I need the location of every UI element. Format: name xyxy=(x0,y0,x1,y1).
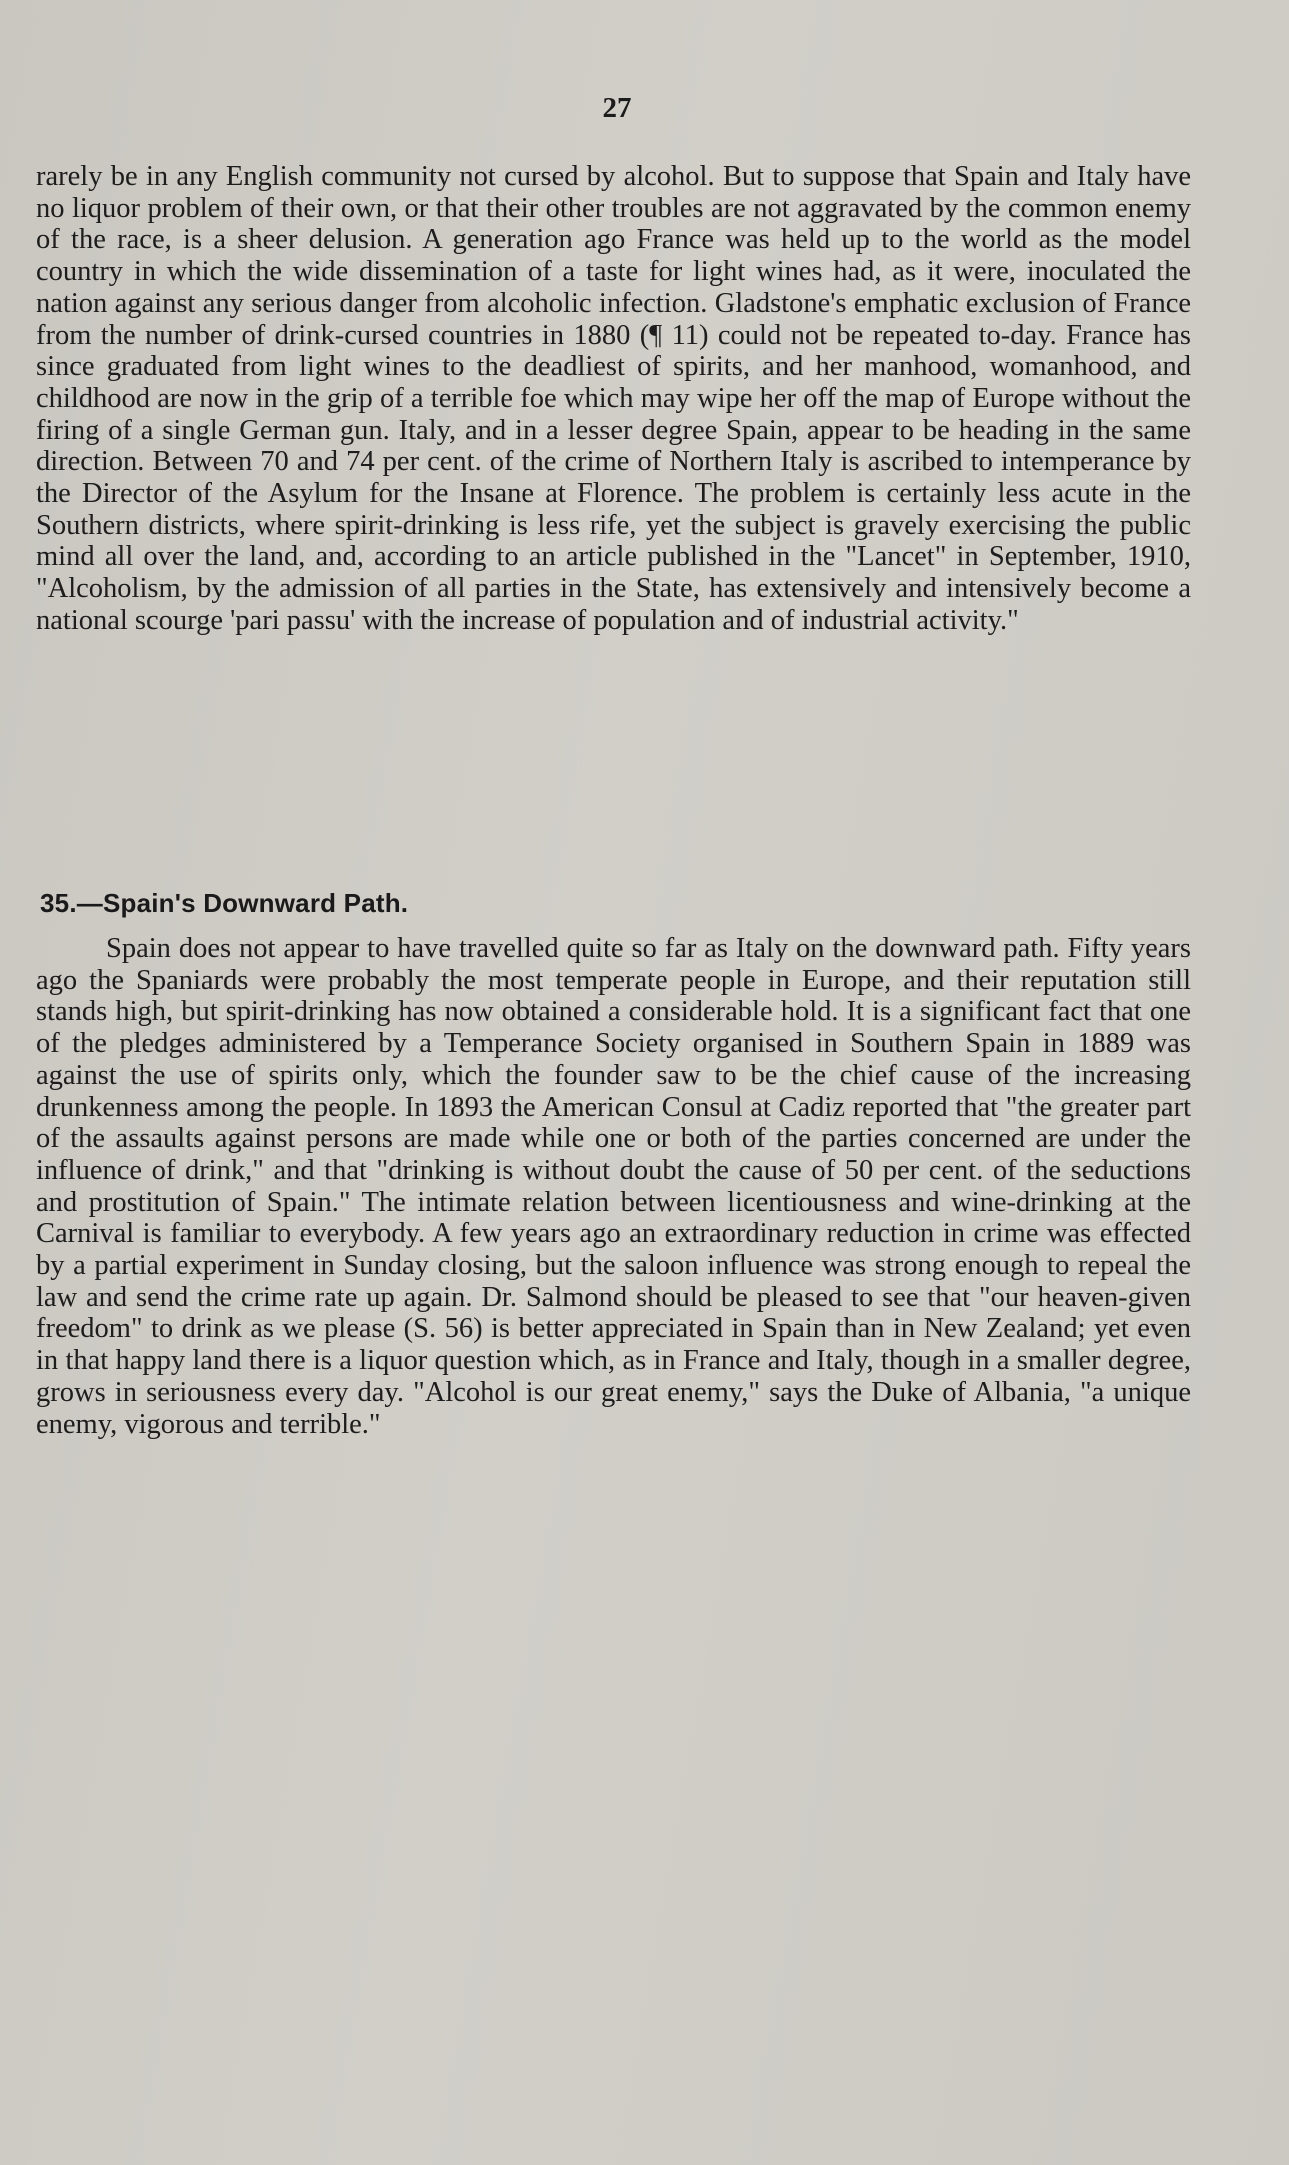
section-heading: 35.—Spain's Downward Path. xyxy=(40,888,409,918)
body-paragraph-continued: rarely be in any English community not cursed by alcohol. But to suppose that Spain and Italy have no liquor problem of their own, or that their other troubles are not aggravated by the common enemy of the race, is a sheer delusion. A generation ago France was held up to the world as the model country in which the wide dissemination of a taste for light wines had, as it were, inoculated the nation against any serious danger from alcoholic infection. Gladstone's emphatic exclusion of France from the number of drink-cursed countries in 1880 (¶ 11) could not be repeated to-day. France has since graduated from light wines to the deadliest of spirits, and her manhood, womanhood, and childhood are now in the grip of a terrible foe which may wipe her off the map of Europe without the firing of a single German gun. Italy, and in a lesser degree Spain, appear to be heading in the same direction. Between 70 and 74 per cent. of the crime of Northern Italy is ascribed to intemperance by the Director of the Asylum for the Insane at Florence. The problem is certainly less acute in the Southern districts, where spirit-drinking is less rife, yet the subject is gravely exercising the public mind all over the land, and, according to an article published in the "Lancet" in September, 1910, "Alcoholism, by the admission of all parties in the State, has extensively and intensively become a national scourge 'pari passu' with the increase of population and of industrial activity." xyxy=(36,161,1191,636)
page-number: 27 xyxy=(602,92,632,124)
body-paragraph-spain: Spain does not appear to have travelled quite so far as Italy on the downward path. Fifty years ago the Spaniards were probably the most temperate people in Europe, and their reputation still stands high, but spirit-drinking has now obtained a considerable hold. It is a significant fact that one of the pledges administered by a Temperance Society organised in Southern Spain in 1889 was against the use of spirits only, which the founder saw to be the chief cause of the increasing drunkenness among the people. In 1893 the American Consul at Cadiz reported that "the greater part of the assaults against persons are made while one or both of the parties concerned are under the influence of drink," and that "drinking is without doubt the cause of 50 per cent. of the seductions and prostitution of Spain." The intimate relation between licentiousness and wine-drinking at the Carnival is familiar to everybody. A few years ago an extraordinary reduction in crime was effected by a partial experiment in Sunday closing, but the saloon influence was strong enough to repeal the law and send the crime rate up again. Dr. Salmond should be pleased to see that "our heaven-given freedom" to drink as we please (S. 56) is better appreciated in Spain than in New Zealand; yet even in that happy land there is a liquor question which, as in France and Italy, though in a smaller degree, grows in seriousness every day. "Alcohol is our great enemy," says the Duke of Albania, "a unique enemy, vigorous and terrible." xyxy=(36,933,1191,1440)
